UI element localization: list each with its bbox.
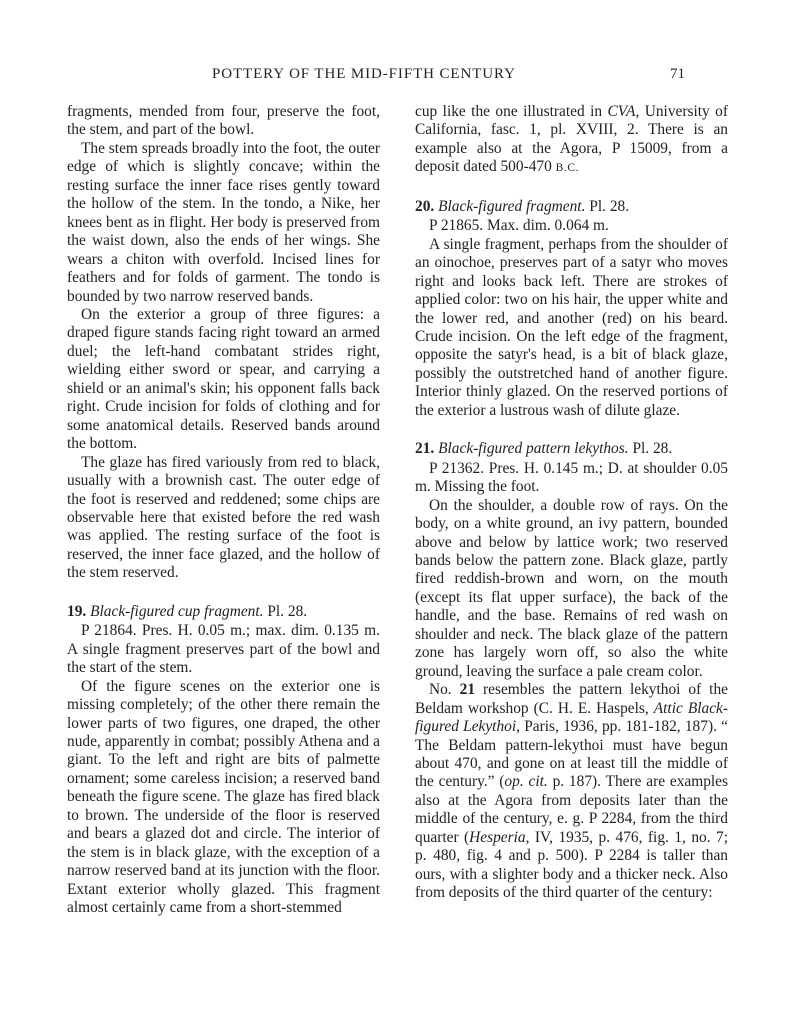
paragraph: The glaze has fired variously from red to black, usually with a brownish cast. The outer edge of the foot is reserved and reddened; some chips are observable here that existed before the red wash was applied. The resting surface of the foot is reserved, the inner face glazed, and the hollow of the stem reserved.	[67, 453, 380, 582]
text-run-italic: CVA	[607, 103, 636, 120]
entry-meta: P 21865. Max. dim. 0.064 m.	[429, 217, 609, 235]
paragraph-continued	[415, 103, 728, 178]
entry-plate: Pl. 28.	[589, 197, 630, 215]
running-header	[0, 66, 792, 86]
entry-title: Black-figured fragment.	[438, 197, 586, 215]
paragraph	[415, 681, 728, 902]
paragraph: fragments, mended from four, preserve the foot, the stem, and part of the bowl.	[67, 103, 380, 139]
paragraph: On the shoulder, a double row of rays. On the body, on a white ground, an ivy pattern, bounded above and below by lattice work; two reserved bands below the pattern zone. Black glaze, partly fired reddish-brown and worn, on the mouth (except its flat upper surface), the back of the handle, and the base. Remains of red wash on shoulder and neck. The black glaze of the pattern zone has largely worn off, so also the white ground, leaving the surface a pale cream color.	[415, 496, 728, 680]
text-run-smallcaps: B.C.	[555, 162, 580, 175]
text-run-italic: op. cit.	[504, 773, 548, 791]
paragraph: The stem spreads broadly into the foot, the outer edge of which is slightly concave; within the resting surface the inner face rises gently toward the hollow of the stem. In the tondo, a Nike, her knees bent as in flight. Her body is preserved from the waist down, also the ends of her wings. She wears a chiton with overfold. Incised lines for feathers and for folds of garment. The tondo is bounded by two narrow reserved bands.	[67, 139, 380, 305]
running-title: POTTERY OF THE MID-FIFTH CENTURY	[212, 66, 516, 82]
paragraph: On the exterior a group of three figures: a draped figure stands facing right toward an armed duel; the left-hand combatant strides right, wielding either sword or spear, and carrying a shield or an animal's skin; his opponent falls back right. Crude incision for folds of clothing and for some anatomical details. Reserved bands around the bottom.	[67, 305, 380, 453]
right-column	[415, 103, 728, 903]
left-column	[67, 103, 380, 917]
entry-number: 19.	[67, 602, 87, 620]
text-run-italic: Attic Black-figured Lekythoi	[415, 699, 728, 736]
entry-plate: Pl. 28.	[267, 602, 308, 620]
catalogue-entry-heading-21	[415, 440, 728, 458]
text-run: , University of California, fasc. 1, pl. XVIII, 2. There is an example also at the Agora, P 15009, from a deposit dated 500-470	[415, 103, 728, 176]
entry-meta: P 21362. Pres. H. 0.145 m.; D. at shoulder 0.05 m. Missing the foot.	[415, 459, 728, 496]
text-run: resembles the pattern lekythoi of the Beldam workshop (C. H. E. Haspels,	[415, 681, 728, 717]
text-run: , IV, 1935, p. 476, fig. 1, no. 7; p. 480, fig. 4 and p. 500). P 2284 is taller than ours, with a slighter body and a thicker neck. Also from deposits of the third quarter of the century:	[415, 828, 728, 902]
text-run-bold: 21	[459, 681, 476, 699]
page-number: 71	[670, 66, 685, 82]
text-run: cup like the one illustrated in	[415, 103, 603, 120]
paragraph: Of the figure scenes on the exterior one is missing completely; of the other there remain the lower parts of two figures, one draped, the other nude, apparently in combat; possibly Athena and a giant. To the left and right are bits of palmette ornament; some careless incision; a reserved band beneath the figure scene. The glaze has fired black to brown. The underside of the floor is reserved and bears a glazed dot and circle. The interior of the stem is in black glaze, with the exception of a narrow reserved band at its junction with the floor. Extant exterior wholly glazed. This fragment almost certainly came from a short-stemmed	[67, 677, 380, 917]
text-run: , Paris, 1936, pp. 181-182, 187). “ The Beldam pattern-lekythoi must have begun about 470, and gone on at least till the middle of the century.” (	[415, 718, 729, 791]
catalogue-entry-heading-19	[67, 603, 380, 621]
entry-meta: P 21864. Pres. H. 0.05 m.; max. dim. 0.135 m. A single fragment preserves part of the bowl and the start of the stem.	[67, 622, 380, 677]
paragraph: A single fragment, perhaps from the shoulder of an oinochoe, preserves part of a satyr who moves right and looks back left. There are strokes of applied color: two on his hair, the upper white and the lower red, and another (red) on his beard. Crude incision. On the left edge of the fragment, opposite the satyr's head, is a bit of black glaze, possibly the outstretched hand of another figure. Interior thinly glazed. On the reserved portions of the exterior a lustrous wash of dilute glaze.	[415, 235, 728, 419]
entry-plate: Pl. 28.	[632, 440, 673, 458]
text-run: No.	[429, 681, 452, 699]
entry-title: Black-figured pattern lekythos.	[438, 440, 629, 458]
entry-number: 21.	[415, 440, 435, 458]
text-run-italic: Hesperia	[469, 828, 526, 846]
text-run: p. 187). There are examples also at the Agora from deposits later than the middle of the century, e. g. P 2284, from the third quarter (	[415, 773, 728, 846]
entry-title: Black-figured cup fragment.	[90, 602, 264, 620]
catalogue-entry-heading-20	[415, 198, 728, 216]
entry-number: 20.	[415, 197, 435, 215]
